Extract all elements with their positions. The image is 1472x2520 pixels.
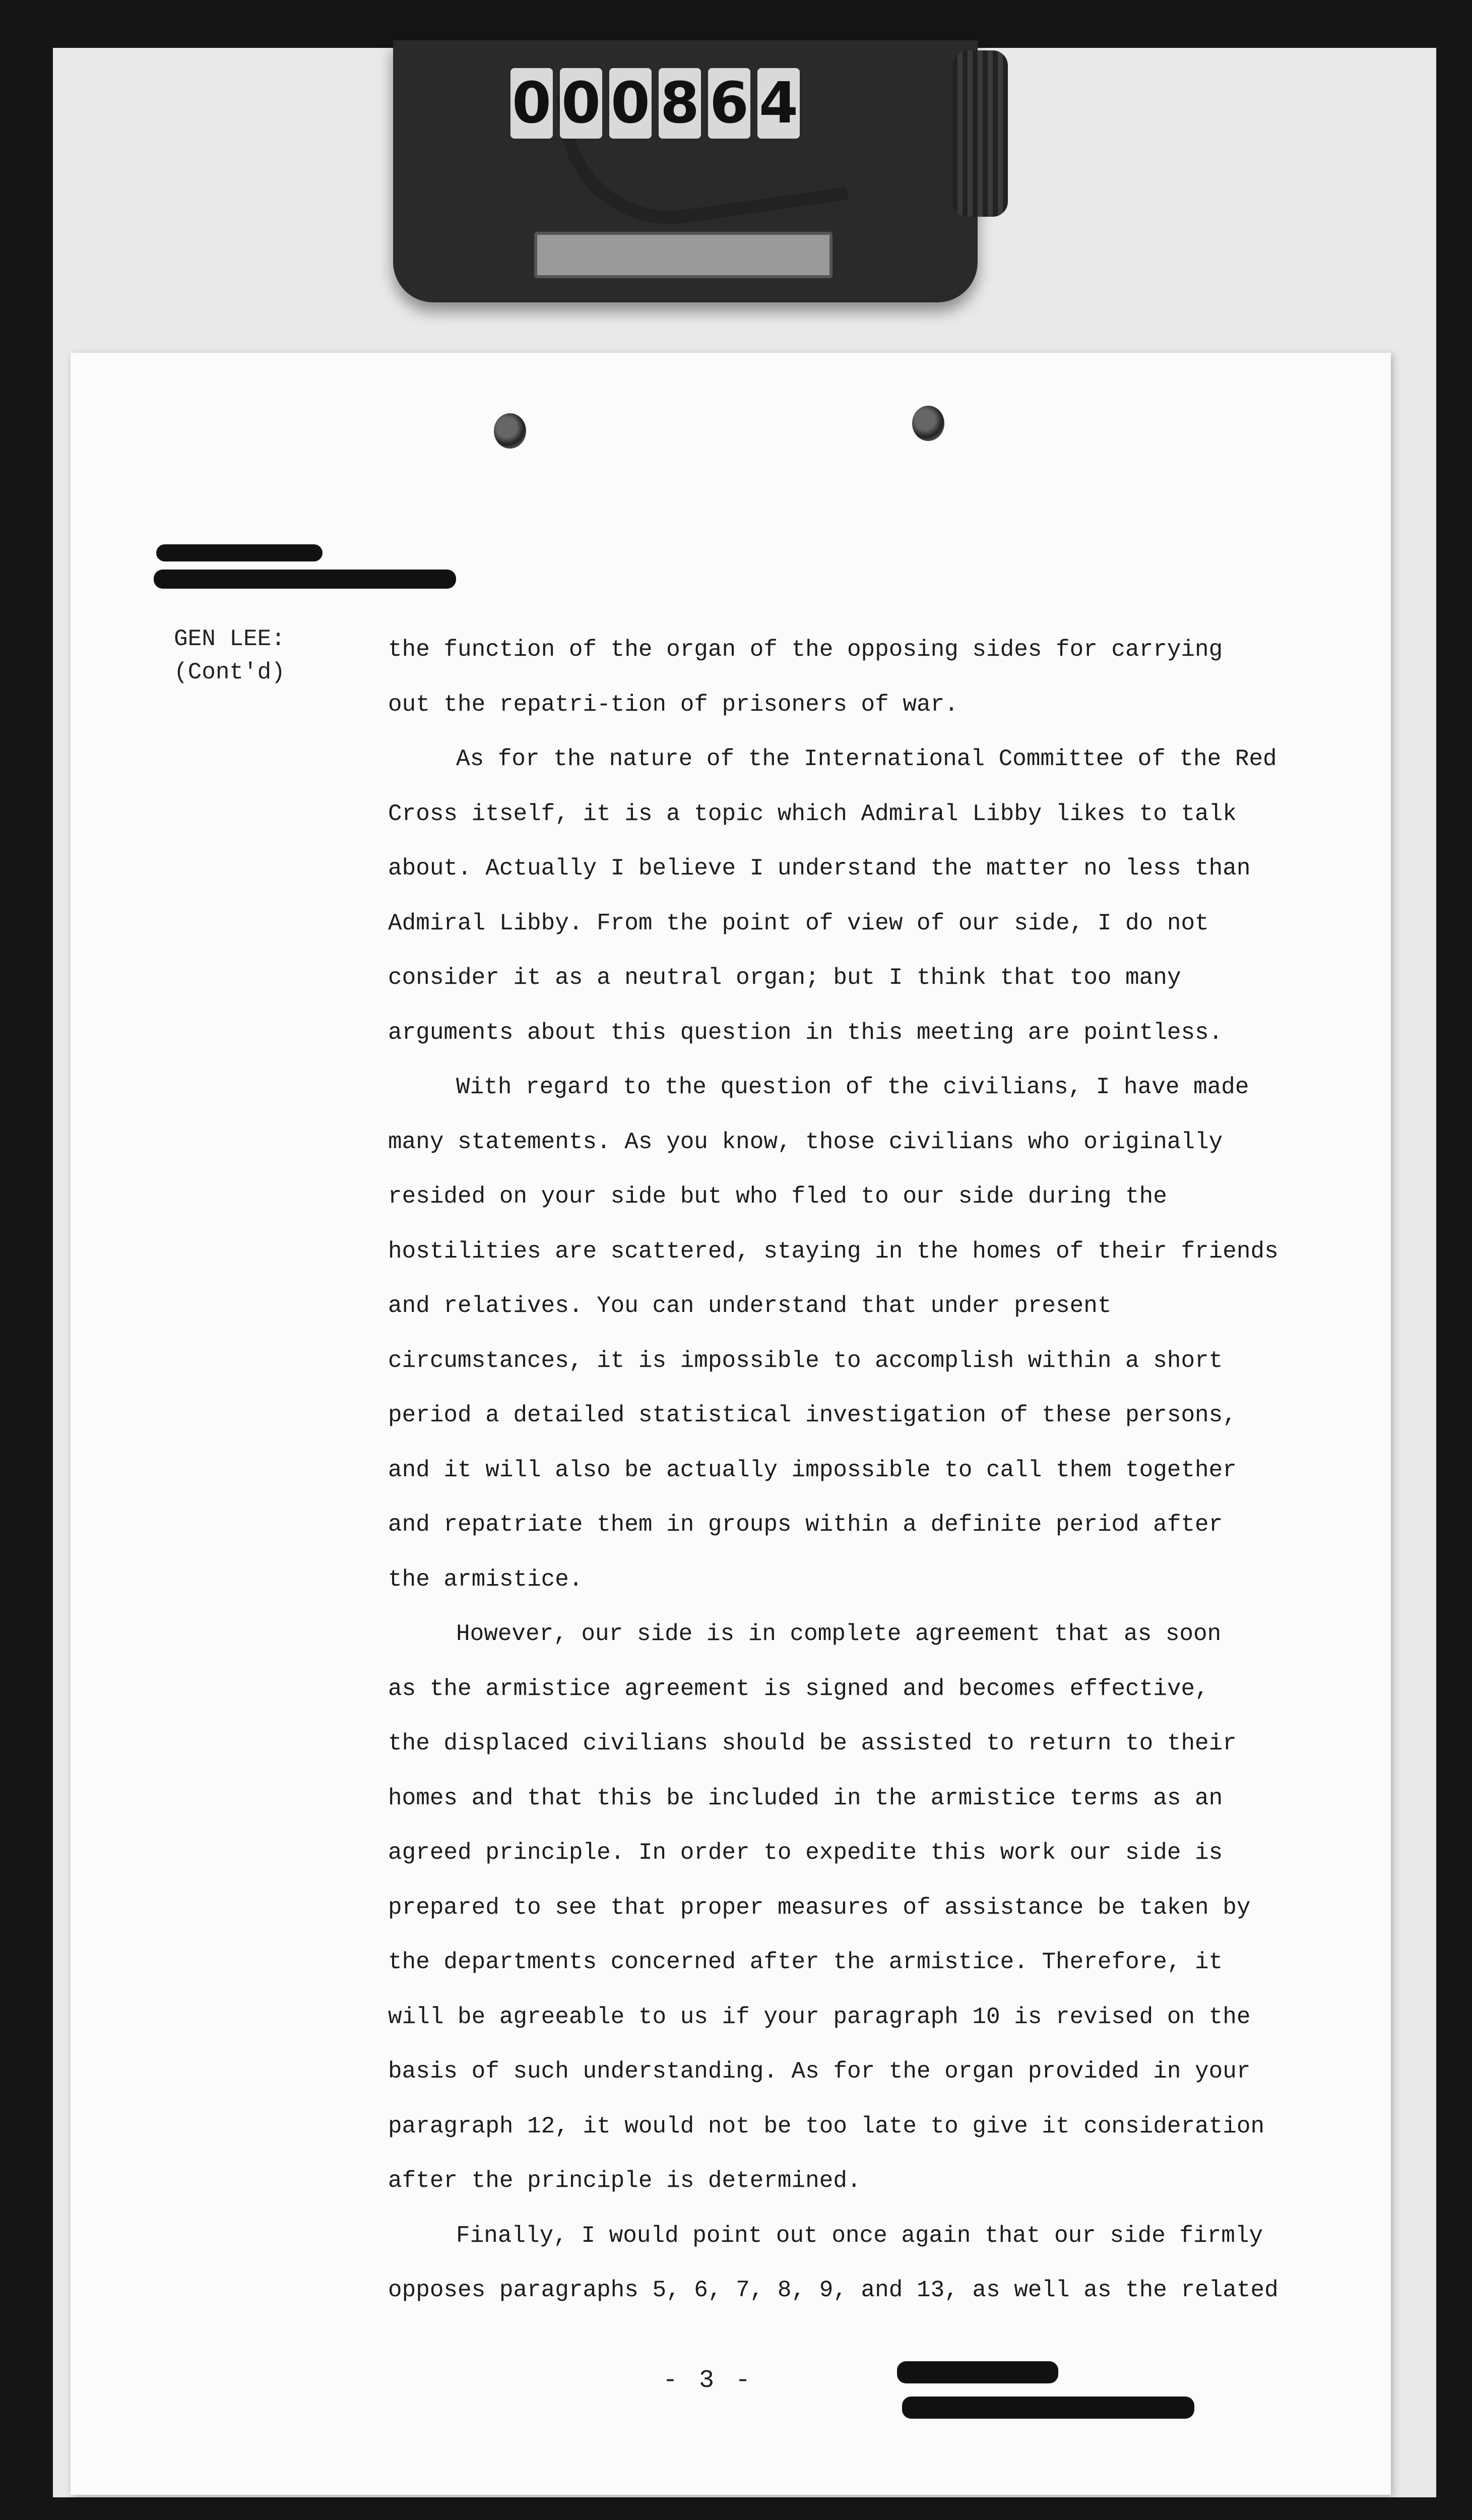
speaker-label [174, 622, 386, 689]
text-line: the function of the organ of the opposing sides for carrying [388, 637, 1223, 663]
text-line: out the repatri-tion of prisoners of war. [388, 691, 958, 718]
text-line: the displaced civilians should be assisted to return to their [388, 1730, 1237, 1756]
text-line: opposes paragraphs 5, 6, 7, 8, 9, and 13, as well as the related [388, 2277, 1278, 2303]
classification-redaction [156, 544, 323, 561]
counter-digit: 8 [659, 68, 701, 139]
counter-knob [952, 50, 1008, 217]
text-line: Cross itself, it is a topic which Admiral Libby likes to talk [388, 800, 1237, 827]
counter-window [504, 60, 806, 146]
text-line: as the armistice agreement is signed and becomes effective, [388, 1675, 1209, 1702]
text-line: As for the nature of the International Committee of the Red [456, 746, 1277, 772]
text-line: resided on your side but who fled to our side during the [388, 1183, 1167, 1210]
text-line: prepared to see that proper measures of assistance be taken by [388, 1894, 1251, 1921]
transcript-body [388, 622, 1371, 2318]
counter-digit: 0 [609, 68, 652, 139]
punch-hole [912, 406, 944, 441]
frame-counter-device [393, 40, 978, 302]
text-line: basis of such understanding. As for the organ provided in your [388, 2058, 1251, 2085]
text-line: circumstances, it is impossible to accomplish within a short [388, 1347, 1223, 1374]
punch-hole [494, 413, 526, 449]
text-line: With regard to the question of the civilians, I have made [456, 1074, 1249, 1100]
text-line: the departments concerned after the armistice. Therefore, it [388, 1949, 1223, 1975]
classification-redaction [154, 570, 456, 589]
text-line: and repatriate them in groups within a definite period after [388, 1511, 1223, 1538]
text-line: after the principle is determined. [388, 2168, 861, 2194]
text-line: will be agreeable to us if your paragraph 10 is revised on the [388, 2003, 1251, 2030]
text-line: However, our side is in complete agreement that as soon [456, 1621, 1222, 1647]
speaker-continuation: (Cont'd) [174, 659, 285, 685]
counter-digit: 4 [757, 68, 800, 139]
text-line: period a detailed statistical investigation of these persons, [388, 1402, 1237, 1428]
document-page [71, 353, 1391, 2495]
text-line: many statements. As you know, those civilians who originally [388, 1128, 1223, 1155]
counter-plate [534, 232, 833, 278]
counter-digit: 0 [560, 68, 602, 139]
speaker-name: GEN LEE: [174, 626, 285, 652]
classification-redaction [902, 2397, 1194, 2419]
text-line: the armistice. [388, 1566, 583, 1593]
counter-digit: 6 [708, 68, 750, 139]
text-line: paragraph 12, it would not be too late to give it consideration [388, 2113, 1265, 2139]
text-line: consider it as a neutral organ; but I think that too many [388, 965, 1181, 991]
counter-digit: 0 [510, 68, 553, 139]
text-line: homes and that this be included in the armistice terms as an [388, 1785, 1223, 1811]
text-line: and relatives. You can understand that under present [388, 1293, 1112, 1319]
text-line: arguments about this question in this meeting are pointless. [388, 1019, 1223, 1046]
text-line: agreed principle. In order to expedite this work our side is [388, 1840, 1223, 1866]
text-line: and it will also be actually impossible to call them together [388, 1457, 1237, 1483]
page-number: - 3 - [663, 2366, 754, 2395]
text-line: hostilities are scattered, staying in the homes of their friends [388, 1238, 1278, 1265]
text-line: Finally, I would point out once again that our side firmly [456, 2222, 1263, 2249]
text-line: about. Actually I believe I understand the matter no less than [388, 855, 1251, 881]
classification-redaction [897, 2361, 1058, 2383]
text-line: Admiral Libby. From the point of view of our side, I do not [388, 910, 1209, 936]
